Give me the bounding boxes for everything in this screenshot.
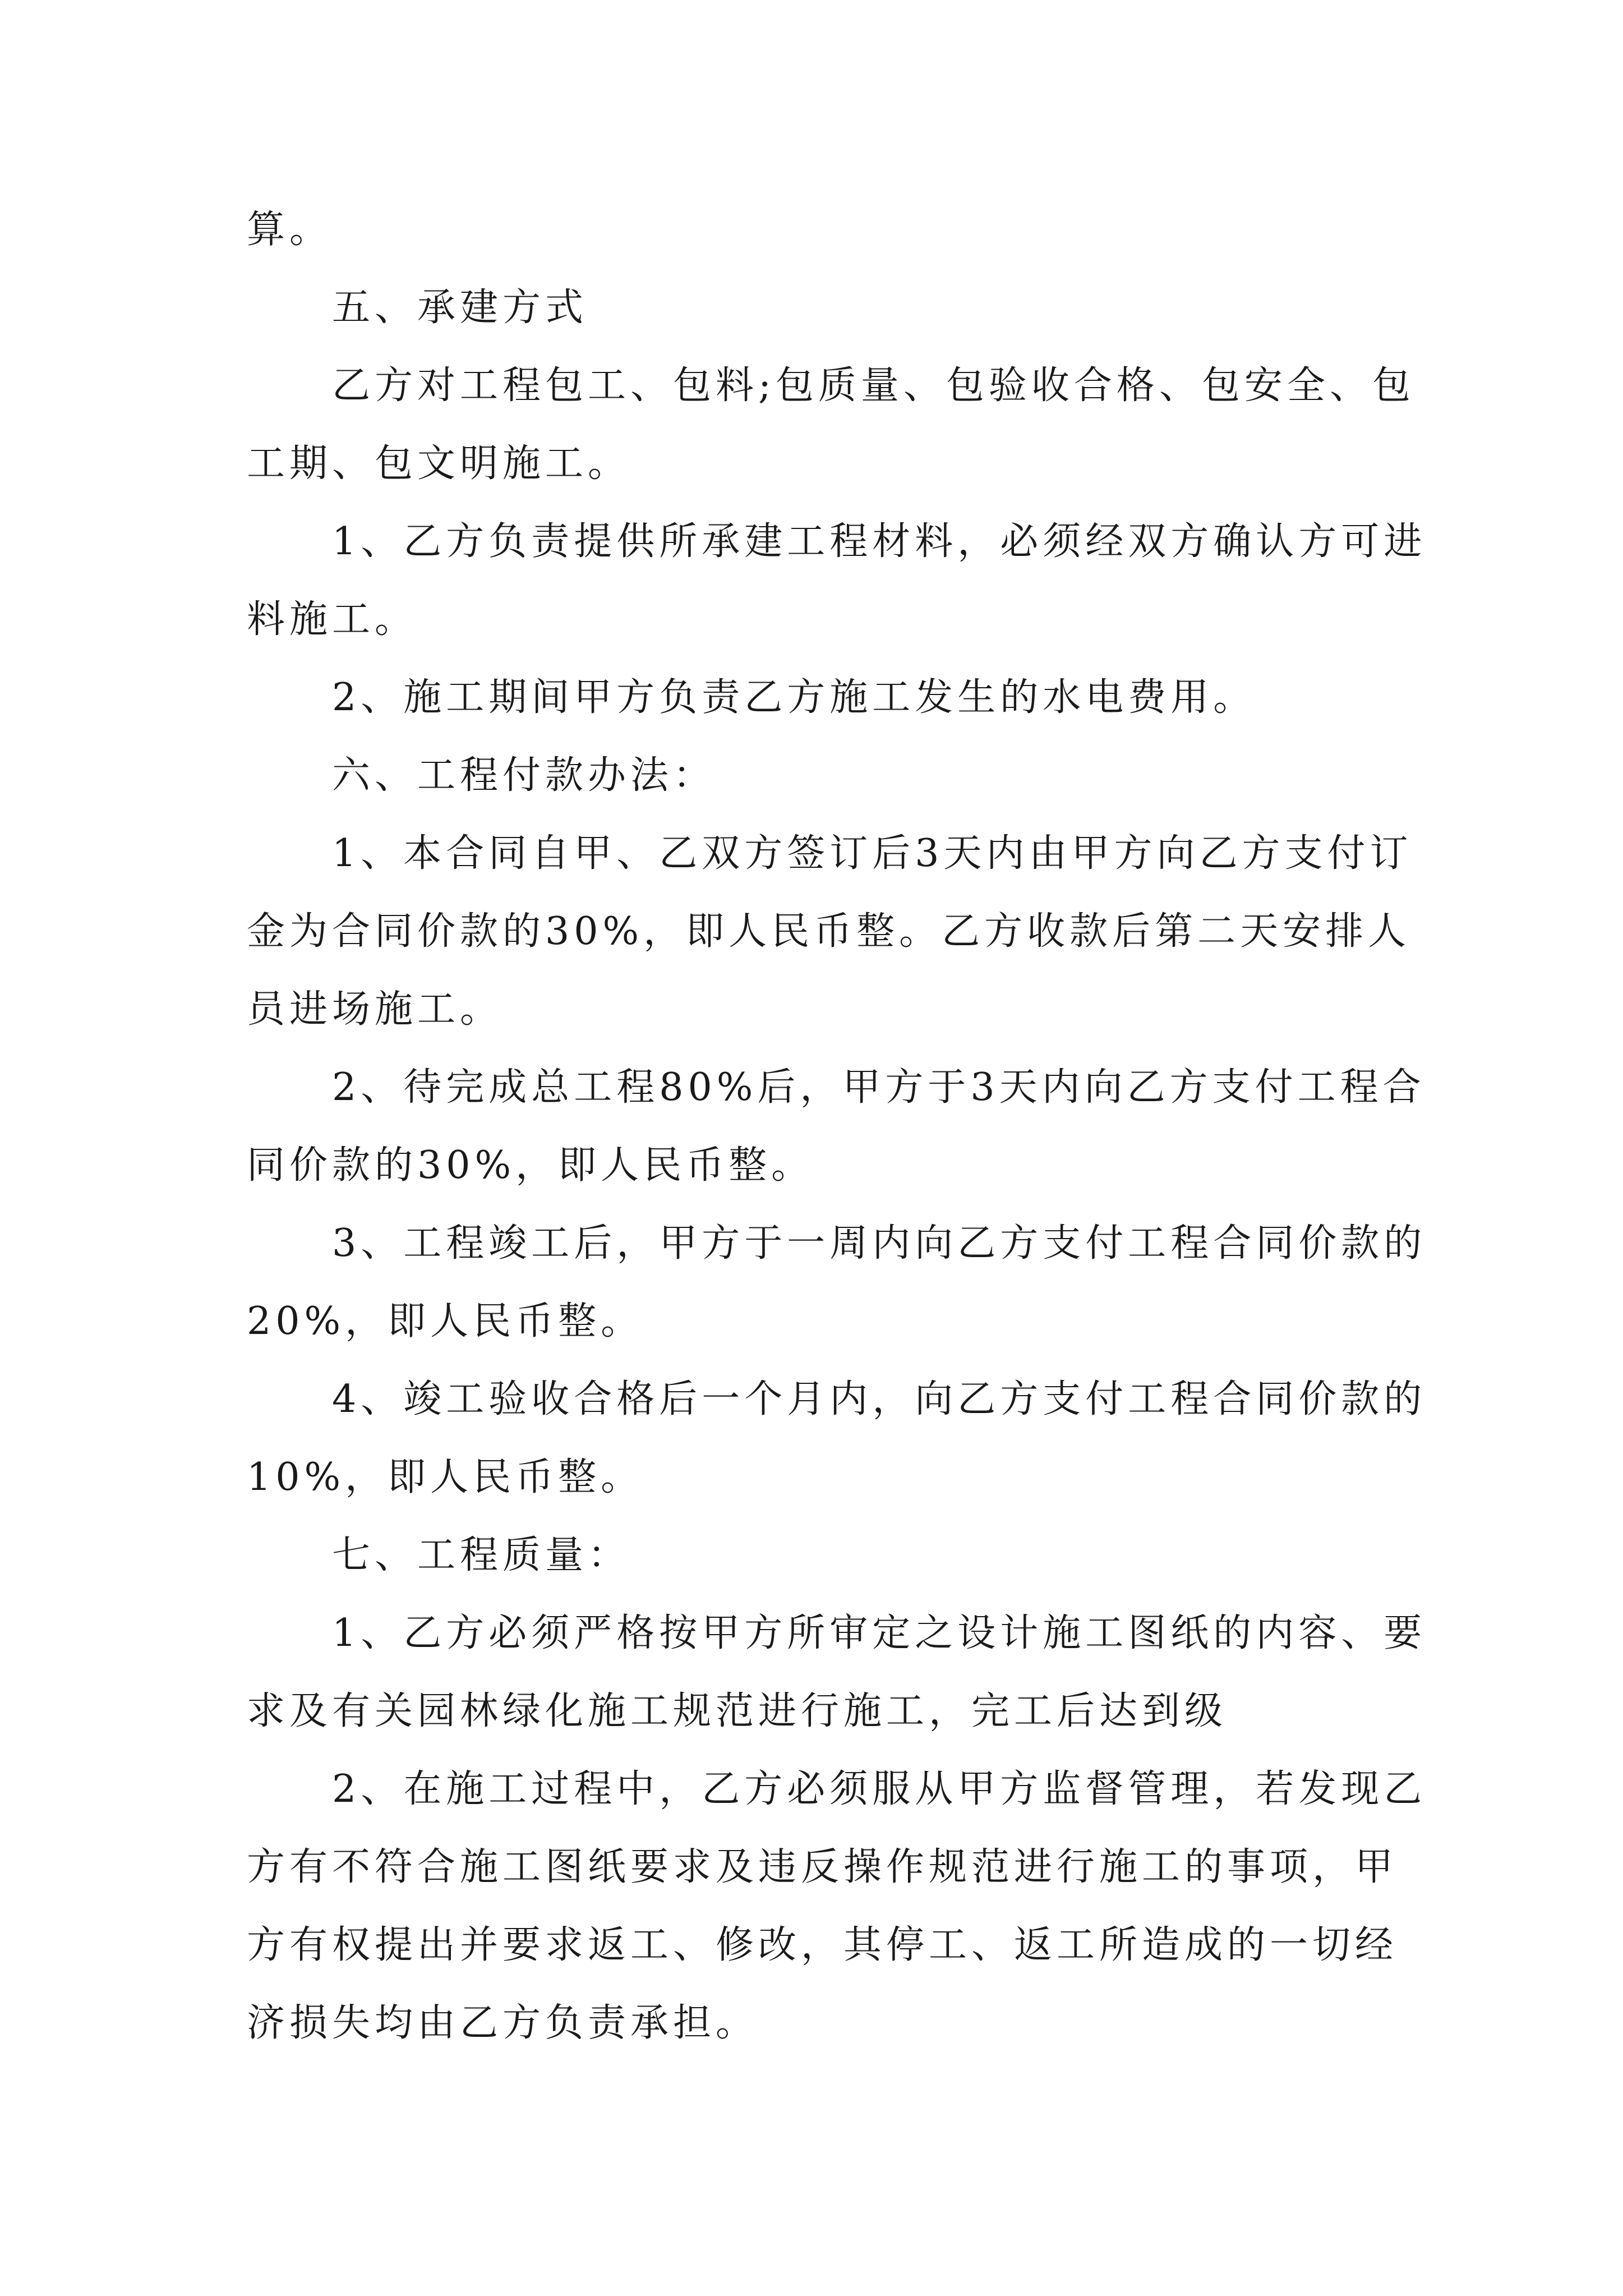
paragraph-materials: 1、乙方负责提供所承建工程材料，必须经双方确认方可进料施工。 bbox=[247, 519, 1427, 642]
section-heading-construction-method: 五、承建方式 bbox=[332, 286, 588, 330]
paragraph-payment-3: 3、工程竣工后，甲方于一周内向乙方支付工程合同价款的20%，即人民币整。 bbox=[247, 1221, 1427, 1343]
document-body bbox=[247, 191, 1436, 2062]
section-heading-payment: 六、工程付款办法： bbox=[332, 753, 716, 798]
paragraph-quality-2: 2、在施工过程中，乙方必须服从甲方监督管理，若发现乙方有不符合施工图纸要求及违反操作规范进行施工的事项，甲方有权提出并要求返工、修改，其停工、返工所造成的一切经济损失均由乙方负责承担。 bbox=[247, 1767, 1427, 2045]
paragraph-payment-2: 2、待完成总工程80%后，甲方于3天内向乙方支付工程合同价款的30%，即人民币整。 bbox=[247, 1065, 1426, 1188]
paragraph-utilities: 2、施工期间甲方负责乙方施工发生的水电费用。 bbox=[332, 675, 1256, 720]
paragraph-payment-1: 1、本合同自甲、乙双方签订后3天内由甲方向乙方支付订金为合同价款的30%，即人民币整。乙方收款后第二天安排人员进场施工。 bbox=[247, 831, 1413, 1032]
paragraph-quality-1: 1、乙方必须严格按甲方所审定之设计施工图纸的内容、要求及有关园林绿化施工规范进行施工，完工后达到级 bbox=[247, 1611, 1427, 1733]
paragraph-payment-4: 4、竣工验收合格后一个月内，向乙方支付工程合同价款的10%，即人民币整。 bbox=[247, 1377, 1427, 1499]
paragraph-continuation: 算。 bbox=[247, 208, 333, 252]
section-heading-quality: 七、工程质量： bbox=[332, 1533, 631, 1577]
paragraph-contract-scope: 乙方对工程包工、包料;包质量、包验收合格、包安全、包工期、包文明施工。 bbox=[247, 364, 1415, 486]
